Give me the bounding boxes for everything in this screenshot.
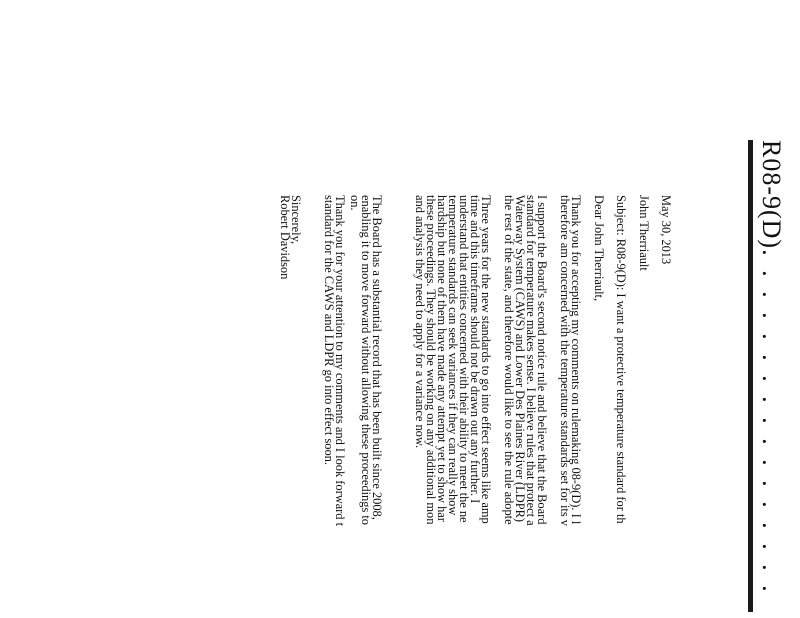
document-title <box>758 140 784 596</box>
title-text: R08-9(D) <box>757 140 786 250</box>
letter-recipient: John Therriault <box>637 195 651 271</box>
letter-date: May 30, 2013 <box>659 195 673 265</box>
p1-line-1: Thank you for accepting my comments on rulemaking 08-9(D). I l <box>569 195 583 525</box>
letter-subject: Subject: R08-9(D): I want a protective temperature standard for th <box>614 195 628 524</box>
p2-line-2: standard for temperature makes sense. I believe rules that protect a <box>524 195 538 526</box>
p3-line-2: time and this timeframe should not be drawn out any further. I <box>468 195 482 504</box>
p2-line-4: the rest of the state, and therefore would like to see the rule adopte <box>502 195 516 525</box>
p4-line-1: The Board has a substantial record that has been built since 2008, <box>370 195 384 520</box>
p5-line-2: standard for the CAWS and LDPR go into effect soon. <box>322 195 336 465</box>
letter-signature: Robert Davidson <box>278 195 292 280</box>
p2-line-1: I support the Board's second notice rule and believe that the Board <box>535 195 549 525</box>
p3-line-5: hardship but none of them have made any attempt yet to show har <box>435 195 449 522</box>
p3-line-3: understand that entities concerned with their ability to meet the ne <box>457 195 471 523</box>
p3-line-7: and analysis they need to apply for a variance now. <box>413 195 427 449</box>
p4-line-3: on. <box>348 195 362 211</box>
p4-line-2: enabling it to move forward without allowing these proceedings to <box>359 195 373 525</box>
p3-line-4: temperature standards can seek variances if they can really show <box>446 195 460 516</box>
letter-closing: Sincerely, <box>289 195 303 245</box>
p3-line-1: Three years for the new standards to go into effect seems like amp <box>479 195 493 524</box>
p3-line-6: these proceedings. They should be working on any additional mon <box>424 195 438 525</box>
header-rule <box>748 140 753 612</box>
p1-line-2: therefore am concerned with the temperature standards set for its v <box>558 195 572 526</box>
letter-salutation: Dear John Therriault, <box>592 195 606 302</box>
title-leader-dots: . . . . . . . . . . . . . . . . . <box>757 249 786 596</box>
p5-line-1: Thank you for your attention to my comments and I look forward t <box>333 195 347 527</box>
p2-line-3: Waterway System (CAWS) and Lower Des Plaines River (LDPR) <box>513 195 527 522</box>
